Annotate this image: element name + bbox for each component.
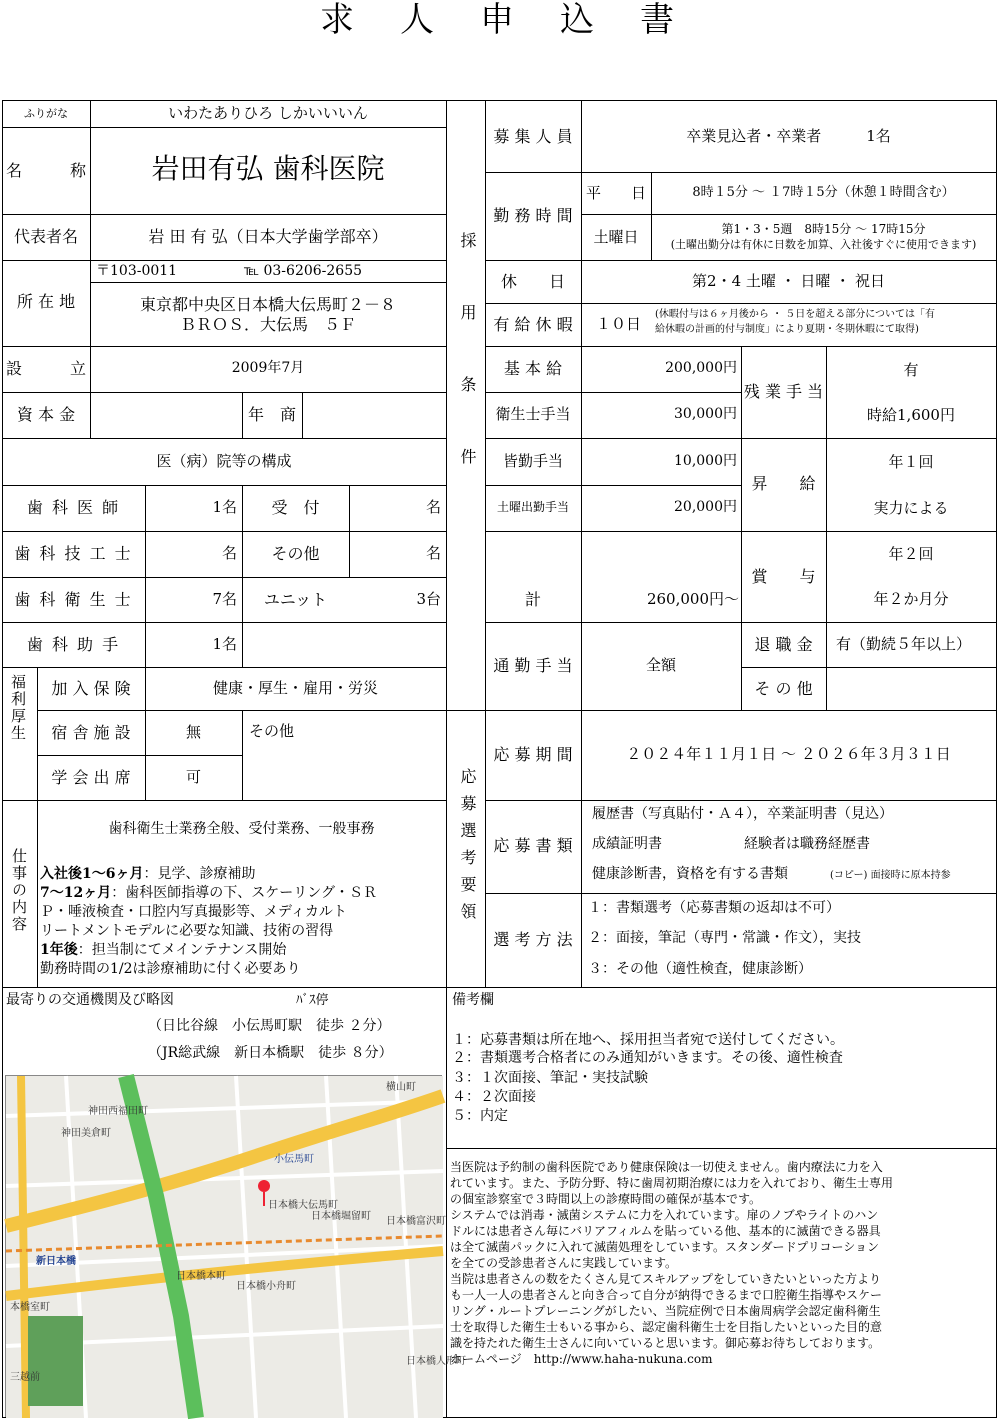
attendance-allowance-value: 10,000円 <box>674 453 737 469</box>
bonus-amount: 年２か月分 <box>873 590 949 608</box>
map-label: 三越前 <box>10 1372 40 1383</box>
note-item: １：応募書類は所在地へ、採用担当者宛で送付してください。 <box>452 1032 844 1048</box>
structure-title: 医（病）院等の構成 <box>156 452 292 470</box>
total-label: 計 <box>524 590 541 609</box>
raise-frequency: 年１回 <box>888 453 934 471</box>
established-value: 2009年7月 <box>231 360 305 376</box>
saturday-label: 土曜日 <box>593 228 639 246</box>
address-label: 所 在 地 <box>16 292 76 311</box>
other-benefits-label: そ の 他 <box>754 679 813 698</box>
map-label: 日本橋大伝馬町 <box>268 1200 338 1211</box>
furigana-value: いわたありひろ しかいいいん <box>168 104 368 122</box>
base-salary-label: 基 本 給 <box>503 359 563 378</box>
dorm-label: 宿 舎 施 設 <box>51 723 131 742</box>
bonus-frequency: 年２回 <box>888 545 934 563</box>
map-label: 神田美倉町 <box>61 1128 111 1139</box>
capital-label: 資 本 金 <box>16 405 76 424</box>
staff-value: 7名 <box>212 590 237 608</box>
overtime-label: 残 業 手 当 <box>743 382 824 401</box>
note-item: ４：２次面接 <box>452 1089 536 1105</box>
raise-label: 昇 給 <box>751 474 816 493</box>
job-text-6: 勤務時間の1/2は診療補助に付く必要あり <box>40 961 301 977</box>
period-label: 応 募 期 間 <box>493 745 573 764</box>
hiring-conditions-label: 採用条件 <box>458 232 477 520</box>
staff-label: 歯 科 衛 生 士 <box>14 590 133 609</box>
note-item: ２：書類選考合格者にのみ通知がいきます。その後、適性検査 <box>452 1050 843 1066</box>
job-period-1: 入社後1～6ヶ月 <box>40 866 144 882</box>
overtime-value: 有 <box>903 361 919 379</box>
notes-label: 備考欄 <box>452 992 494 1008</box>
period-value: ２０２４年１１月１日 ～ ２０２６年３月３１日 <box>626 745 951 763</box>
recruit-value: 卒業見込者・卒業者 1名 <box>686 127 891 145</box>
saturday-hours: 第1・3・5週 8時15分 ～ 17時15分 <box>721 222 926 236</box>
description-line: は全て滅菌パックに入れて滅菌処理をしています。スタンダードプリコーション <box>450 1240 880 1254</box>
map-label: 日本橋堀留町 <box>311 1211 371 1222</box>
hygienist-allowance-value: 30,000円 <box>674 406 737 422</box>
map-label: 横山町 <box>386 1082 416 1093</box>
documents-line-1: 履歴書（写真貼付・Ａ４），卒業証明書（見込） <box>592 806 893 822</box>
description-line: れています。また、予防分野、特に歯周初期治療には力を入れており、衛生士専用 <box>450 1176 894 1190</box>
phone-number: ℡ 03-6206-2655 <box>244 263 363 279</box>
staff-value: 1名 <box>212 635 237 653</box>
documents-note: (コピー) 面接時に原本持参 <box>830 870 951 881</box>
saturday-allowance-label: 土曜出勤手当 <box>496 500 569 514</box>
map-label: 本橋室町 <box>10 1302 50 1313</box>
description-line: も一人一人の患者さんと向き合って自分が納得できるまで口腔衛生指導やスケー <box>450 1288 883 1302</box>
welfare-label: 福利厚生 <box>9 674 27 742</box>
retirement-value: 有（勤続５年以上） <box>836 635 972 653</box>
staff-value: 名 <box>221 544 237 562</box>
holiday-label: 休 日 <box>500 272 565 291</box>
commute-label: 通 勤 手 当 <box>493 656 573 675</box>
documents-line-3: 健康診断書，資格を有する書類 <box>592 866 788 882</box>
bus-stop-label: ﾊﾞｽ停 <box>296 993 329 1008</box>
description-line: リング・ルートプレーニングがしたい、当院症例で日本歯周病学会認定歯科衛生 <box>450 1304 881 1318</box>
clinic-name: 岩田有弘 歯科医院 <box>151 152 385 185</box>
insurance-value: 健康・厚生・雇用・労災 <box>212 679 378 697</box>
sales-label: 年 商 <box>247 405 296 424</box>
map-label: 日本橋本町 <box>176 1271 226 1282</box>
description-line: の個室診察室で３時間以上の診療時間の確保が基本です。 <box>450 1192 762 1206</box>
dorm-value: 無 <box>185 723 201 741</box>
rep-label: 代表者名 <box>13 227 78 246</box>
job-text-1: ：見学、診療補助 <box>143 866 256 882</box>
weekday-hours: 8時１5分 ～ １7時１5分（休憩１時間含む） <box>692 185 955 200</box>
method-line-3: ３：その他（適性検査，健康診断） <box>588 961 812 977</box>
job-label: 仕事の内容 <box>10 848 28 933</box>
staff-label: 歯 科 助 手 <box>26 635 121 654</box>
description-line: 識を持たれた衛生士さんに向いていると思います。御応募お待ちしております。 <box>450 1336 881 1350</box>
other-label: その他 <box>249 722 295 740</box>
staff-value-2: 3台 <box>416 590 441 608</box>
page-title: 求 人 申 込 書 <box>320 0 680 40</box>
staff-value-2: 名 <box>425 498 441 516</box>
commute-value: 全額 <box>645 656 676 674</box>
zip-code: 〒103-0011 <box>96 263 178 279</box>
holiday-value: 第2・4 土曜 ・ 日曜 ・ 祝日 <box>692 272 885 290</box>
homepage-link[interactable]: ホームページ http://www.haha-nukuna.com <box>450 1352 713 1366</box>
description-line: を全ての受診患者さんに実践しています。 <box>450 1256 678 1270</box>
paid-leave-label: 有 給 休 暇 <box>493 315 573 334</box>
map-label: 日本橋小舟町 <box>236 1281 296 1292</box>
job-main: 歯科衛生士業務全般、受付業務、一般事務 <box>108 821 375 837</box>
map-label: 神田西福田町 <box>88 1106 148 1117</box>
job-period-2: 7～12ヶ月 <box>40 885 112 901</box>
note-item: ３：１次面接、筆記・実技試験 <box>452 1070 648 1086</box>
map-label: 新日本橋 <box>36 1256 76 1267</box>
note-item: ５：内定 <box>452 1108 508 1124</box>
paid-leave-note-2: 給休暇の計画的付与制度」により夏期・冬期休暇にて取得) <box>655 324 919 335</box>
raise-basis: 実力による <box>873 499 949 517</box>
description-line: 当医院は予約制の歯科医院であり健康保険は一切使えません。歯内療法に力を入 <box>450 1160 883 1174</box>
staff-value-2: 名 <box>425 544 441 562</box>
recruit-label: 募 集 人 員 <box>493 127 573 146</box>
established-label: 設 立 <box>5 359 86 378</box>
map-label: 小伝馬町 <box>274 1154 314 1165</box>
method-line-2: ２：面接，筆記（専門・常識・作文），実技 <box>588 930 861 946</box>
selection-label: 応募選考要領 <box>458 768 477 930</box>
insurance-label: 加 入 保 険 <box>51 679 131 698</box>
staff-value: 1名 <box>212 498 237 516</box>
weekday-label: 平 日 <box>585 184 646 202</box>
conference-value: 可 <box>185 768 201 786</box>
furigana-label: ふりがな <box>24 107 68 120</box>
description-line: システムでは消毒・滅菌システムに力を入れています。扉のノブやライトのハン <box>450 1208 879 1222</box>
staff-label: 歯 科 医 師 <box>26 498 121 517</box>
access-line-1: （日比谷線 小伝馬町駅 徒歩 ２分） <box>148 1018 391 1034</box>
job-text-5: ：担当制にてメインテナンス開始 <box>77 942 287 958</box>
map-label: 日本橋人形町 <box>406 1356 466 1367</box>
base-salary-value: 200,000円 <box>665 360 737 376</box>
saturday-note: (土曜出勤分は有休に日数を加算、入社後すぐに使用できます) <box>670 238 977 251</box>
staff-label: 歯 科 技 工 士 <box>14 544 133 563</box>
saturday-allowance-value: 20,000円 <box>674 499 737 515</box>
description-line: ドルには患者さん毎にバリアフィルムを貼っている他、基本的に滅菌できる器具 <box>450 1224 881 1238</box>
paid-leave-days: １０日 <box>596 315 642 333</box>
staff-label-2: その他 <box>271 544 320 563</box>
name-label: 名 称 <box>5 161 86 180</box>
job-text-4: リートメントモデルに必要な知識、技術の習得 <box>40 923 334 939</box>
attendance-allowance-label: 皆勤手当 <box>502 452 563 470</box>
description-line: 士を取得した衛生士もいる事から、認定歯科衛生士を目指したいといった目的意 <box>450 1320 883 1334</box>
description-line: 当院は患者さんの数をたくさん見てスキルアップをしていきたいといった方より <box>450 1272 882 1286</box>
address-line-2: ＢＲＯＳ．大伝馬 ５Ｆ <box>179 315 356 334</box>
access-map <box>5 1075 466 1417</box>
staff-label-2: ユニット <box>263 590 328 609</box>
rep-value: 岩 田 有 弘（日本大学歯学部卒） <box>148 227 388 246</box>
job-text-2: ：歯科医師指導の下、スケーリング・ＳＲ <box>111 885 377 901</box>
job-period-5: 1年後 <box>40 942 78 958</box>
bonus-label: 賞 与 <box>751 567 816 586</box>
retirement-label: 退 職 金 <box>754 635 813 654</box>
access-line-2: （JR総武線 新日本橋駅 徒歩 ８分） <box>148 1045 393 1061</box>
documents-line-2a: 成績証明書 <box>592 836 662 852</box>
conference-label: 学 会 出 席 <box>51 768 131 787</box>
paid-leave-note-1: (休暇付与は６ヶ月後から ・ ５日を超える部分については「有 <box>655 309 936 320</box>
staff-label-2: 受 付 <box>271 498 320 517</box>
hygienist-allowance-label: 衛生士手当 <box>495 405 571 423</box>
overtime-rate: 時給1,600円 <box>867 406 955 424</box>
documents-label: 応 募 書 類 <box>493 836 573 855</box>
job-text-3: Ｐ・唾液検査・口腔内写真撮影等、メディカルト <box>40 904 347 920</box>
map-label: 日本橋富沢町 <box>386 1216 446 1227</box>
documents-line-2b: 経験者は職務経歴書 <box>744 836 870 852</box>
worktime-label: 勤 務 時 間 <box>493 206 573 225</box>
access-label: 最寄りの交通機関及び略図 <box>6 992 174 1008</box>
method-line-1: １：書類選考（応募書類の返却は不可） <box>588 900 840 916</box>
total-value: 260,000円～ <box>646 590 739 608</box>
address-line-1: 東京都中央区日本橋大伝馬町２－８ <box>139 295 396 314</box>
method-label: 選 考 方 法 <box>493 930 573 949</box>
